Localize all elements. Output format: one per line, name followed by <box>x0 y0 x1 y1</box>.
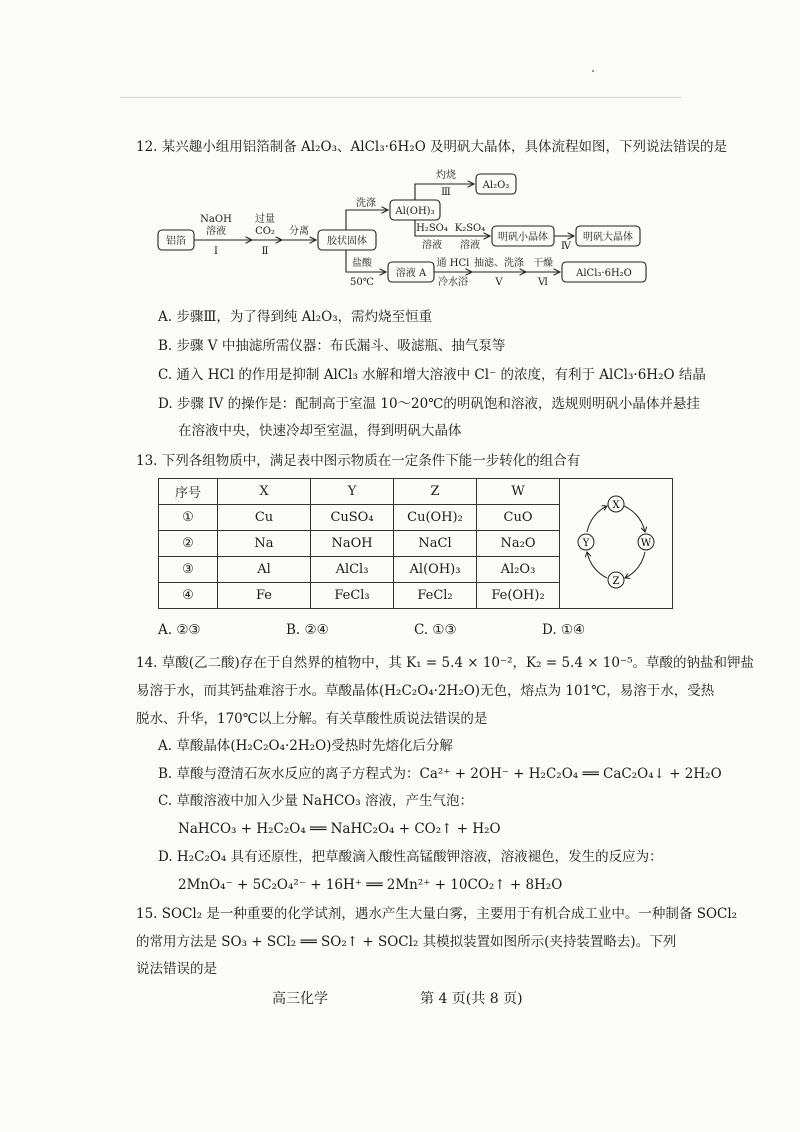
flow-solution1: 溶液 <box>422 240 442 251</box>
q14-option-b: B. 草酸与澄清石灰水反应的离子方程式为：Ca²⁺ + 2OH⁻ + H₂C₂O₄ ══ CaC₂O₄↓ + 2H₂O <box>158 766 722 782</box>
cycle-label-w: W <box>640 537 652 549</box>
cycle-diagram-cell <box>560 479 673 609</box>
cycle-label-z: Z <box>612 575 620 587</box>
flow-small-crystal: 明矾小晶体 <box>498 232 548 243</box>
q14-option-d: D. H₂C₂O₄ 具有还原性，把草酸滴入酸性高锰酸钾溶液，溶液褪色，发生的反应为： <box>158 849 663 865</box>
cycle-arrow-yx <box>587 506 607 532</box>
table-header-row <box>159 479 673 505</box>
flow-step6: Ⅵ <box>537 277 549 288</box>
header-cell: W <box>477 479 560 505</box>
q15-stem-line3: 说法错误的是 <box>136 961 217 977</box>
flow-dry: 干燥 <box>533 258 553 269</box>
q13-answer-d: D. ①④ <box>542 622 586 638</box>
flow-filter: 抽滤、洗涤 <box>474 258 524 269</box>
flow-burn: 灼烧 <box>436 170 456 181</box>
q12-option-d-cont: 在溶液中央，快速冷却至室温，得到明矾大晶体 <box>178 423 462 439</box>
table-cell: Al <box>218 557 311 583</box>
q12-option-a: A. 步骤Ⅲ，为了得到纯 Al₂O₃，需灼烧至恒重 <box>158 309 433 325</box>
table-cell: Cu <box>218 505 311 531</box>
flow-step4: Ⅳ <box>561 241 571 252</box>
flow-reagent2a: 过量 <box>255 214 275 225</box>
flow-al2o3: Al₂O₃ <box>482 180 510 191</box>
header-cell: Y <box>311 479 394 505</box>
flow-big-crystal: 明矾大晶体 <box>583 232 633 243</box>
table-cell: ③ <box>159 557 218 583</box>
flow-separate: 分离 <box>289 226 309 237</box>
table-cell: CuO <box>477 505 560 531</box>
q13-stem: 13. 下列各组物质中，满足表中图示物质在一定条件下能一步转化的组合有 <box>136 453 581 469</box>
q12-option-d: D. 步骤 IV 的操作是：配制高于室温 10～20℃的明矾饱和溶液，选规则明矾小晶体并悬挂 <box>158 396 700 412</box>
header-cell: 序号 <box>159 479 218 505</box>
flow-aloh3: Al(OH)₃ <box>395 206 435 217</box>
header-cell: Z <box>394 479 477 505</box>
q13-answer-a: A. ②③ <box>158 622 201 638</box>
header-cell: X <box>218 479 311 505</box>
q14-option-a: A. 草酸晶体(H₂C₂O₄·2H₂O)受热时先熔化后分解 <box>158 738 453 754</box>
q12-flowchart <box>150 164 660 294</box>
flow-product: AlCl₃·6H₂O <box>576 268 632 279</box>
q12-stem: 12. 某兴趣小组用铝箔制备 Al₂O₃、AlCl₃·6H₂O 及明矾大晶体，具体流程如图，下列说法错误的是 <box>136 139 728 155</box>
q13-answer-b: B. ②④ <box>286 622 329 638</box>
q12-option-c: C. 通入 HCl 的作用是抑制 AlCl₃ 水解和增大溶液中 Cl⁻ 的浓度，有利于 AlCl₃·6H₂O 结晶 <box>158 367 706 383</box>
table-cell: Na₂O <box>477 531 560 557</box>
cycle-arrow-xw <box>624 506 645 532</box>
flow-icebath: 冷水浴 <box>438 277 468 288</box>
table-cell: NaCl <box>394 531 477 557</box>
q15-stem-line1: 15. SOCl₂ 是一种重要的化学试剂，遇水产生大量白雾，主要用于有机合成工业中。一种制备 SOCl₂ <box>136 906 738 922</box>
q14-option-c: C. 草酸溶液中加入少量 NaHCO₃ 溶液，产生气泡： <box>158 793 473 809</box>
cycle-label-y: Y <box>582 537 590 549</box>
q13-answer-c: C. ①③ <box>414 622 457 638</box>
q14-option-c-equation: NaHCO₃ + H₂C₂O₄ ══ NaHC₂O₄ + CO₂↑ + H₂O <box>178 821 501 837</box>
cycle-arrow-zy <box>587 552 607 578</box>
flow-step1: Ⅰ <box>214 246 218 257</box>
cycle-label-x: X <box>612 499 620 511</box>
q12-option-b: B. 步骤 V 中抽滤所需仪器：布氏漏斗、吸滤瓶、抽气泵等 <box>158 338 506 354</box>
table-cell: ① <box>159 505 218 531</box>
q14-stem-line2: 易溶于水，而其钙盐难溶于水。草酸晶体(H₂C₂O₄·2H₂O)无色，熔点为 101℃，易溶于水，受热 <box>136 683 715 699</box>
table-cell: ② <box>159 531 218 557</box>
cycle-arrow-wz <box>625 552 645 578</box>
flow-step2: Ⅱ <box>261 246 269 257</box>
flow-solution-a: 溶液 A <box>395 268 427 279</box>
flow-wash: 洗涤 <box>356 198 376 209</box>
arrow-wash <box>346 210 388 230</box>
flow-start: 铝箔 <box>166 236 186 247</box>
table-cell: AlCl₃ <box>311 557 394 583</box>
table-cell: Cu(OH)₂ <box>394 505 477 531</box>
table-cell: ④ <box>159 583 218 609</box>
flow-reagent2b: CO₂ <box>255 226 275 237</box>
flow-reagent1b: 溶液 <box>206 226 226 237</box>
table-cell: NaOH <box>311 531 394 557</box>
flow-colloid: 胶状固体 <box>327 236 367 247</box>
q13-table <box>158 478 673 609</box>
flow-reagent1a: NaOH <box>200 214 232 225</box>
flow-step5: Ⅴ <box>495 277 503 288</box>
q14-stem-line3: 脱水、升华，170℃以上分解。有关草酸性质说法错误的是 <box>136 711 488 727</box>
flow-h2so4: H₂SO₄ <box>416 223 448 234</box>
table-cell: Fe(OH)₂ <box>477 583 560 609</box>
table-cell: CuSO₄ <box>311 505 394 531</box>
table-cell: FeCl₂ <box>394 583 477 609</box>
flow-hcl: 通 HCl <box>436 258 470 269</box>
q14-option-d-equation: 2MnO₄⁻ + 5C₂O₄²⁻ + 16H⁺ ══ 2Mn²⁺ + 10CO₂↑ + 8H₂O <box>178 877 563 893</box>
footer-subject: 高三化学 <box>272 991 328 1007</box>
flow-solution2: 溶液 <box>460 240 480 251</box>
table-cell: FeCl₃ <box>311 583 394 609</box>
footer-page-number: 第 4 页(共 8 页) <box>420 991 523 1007</box>
table-cell: Al(OH)₃ <box>394 557 477 583</box>
header-rule <box>120 97 682 98</box>
flow-temp: 50℃ <box>350 277 374 288</box>
flow-step3: Ⅲ <box>441 187 451 198</box>
scan-speck <box>592 70 594 72</box>
table-cell: Na <box>218 531 311 557</box>
flow-acid: 盐酸 <box>352 258 372 269</box>
table-cell: Fe <box>218 583 311 609</box>
flow-k2so4: K₂SO₄ <box>454 223 486 234</box>
cycle-diagram <box>561 482 671 602</box>
table-cell: Al₂O₃ <box>477 557 560 583</box>
q15-stem-line2: 的常用方法是 SO₃ + SCl₂ ══ SO₂↑ + SOCl₂ 其模拟装置如图所示(夹持装置略去)。下列 <box>136 934 677 950</box>
q14-stem-line1: 14. 草酸(乙二酸)存在于自然界的植物中，其 K₁ = 5.4 × 10⁻²，K₂ = 5.4 × 10⁻⁵。草酸的钠盐和钾盐 <box>136 655 755 671</box>
